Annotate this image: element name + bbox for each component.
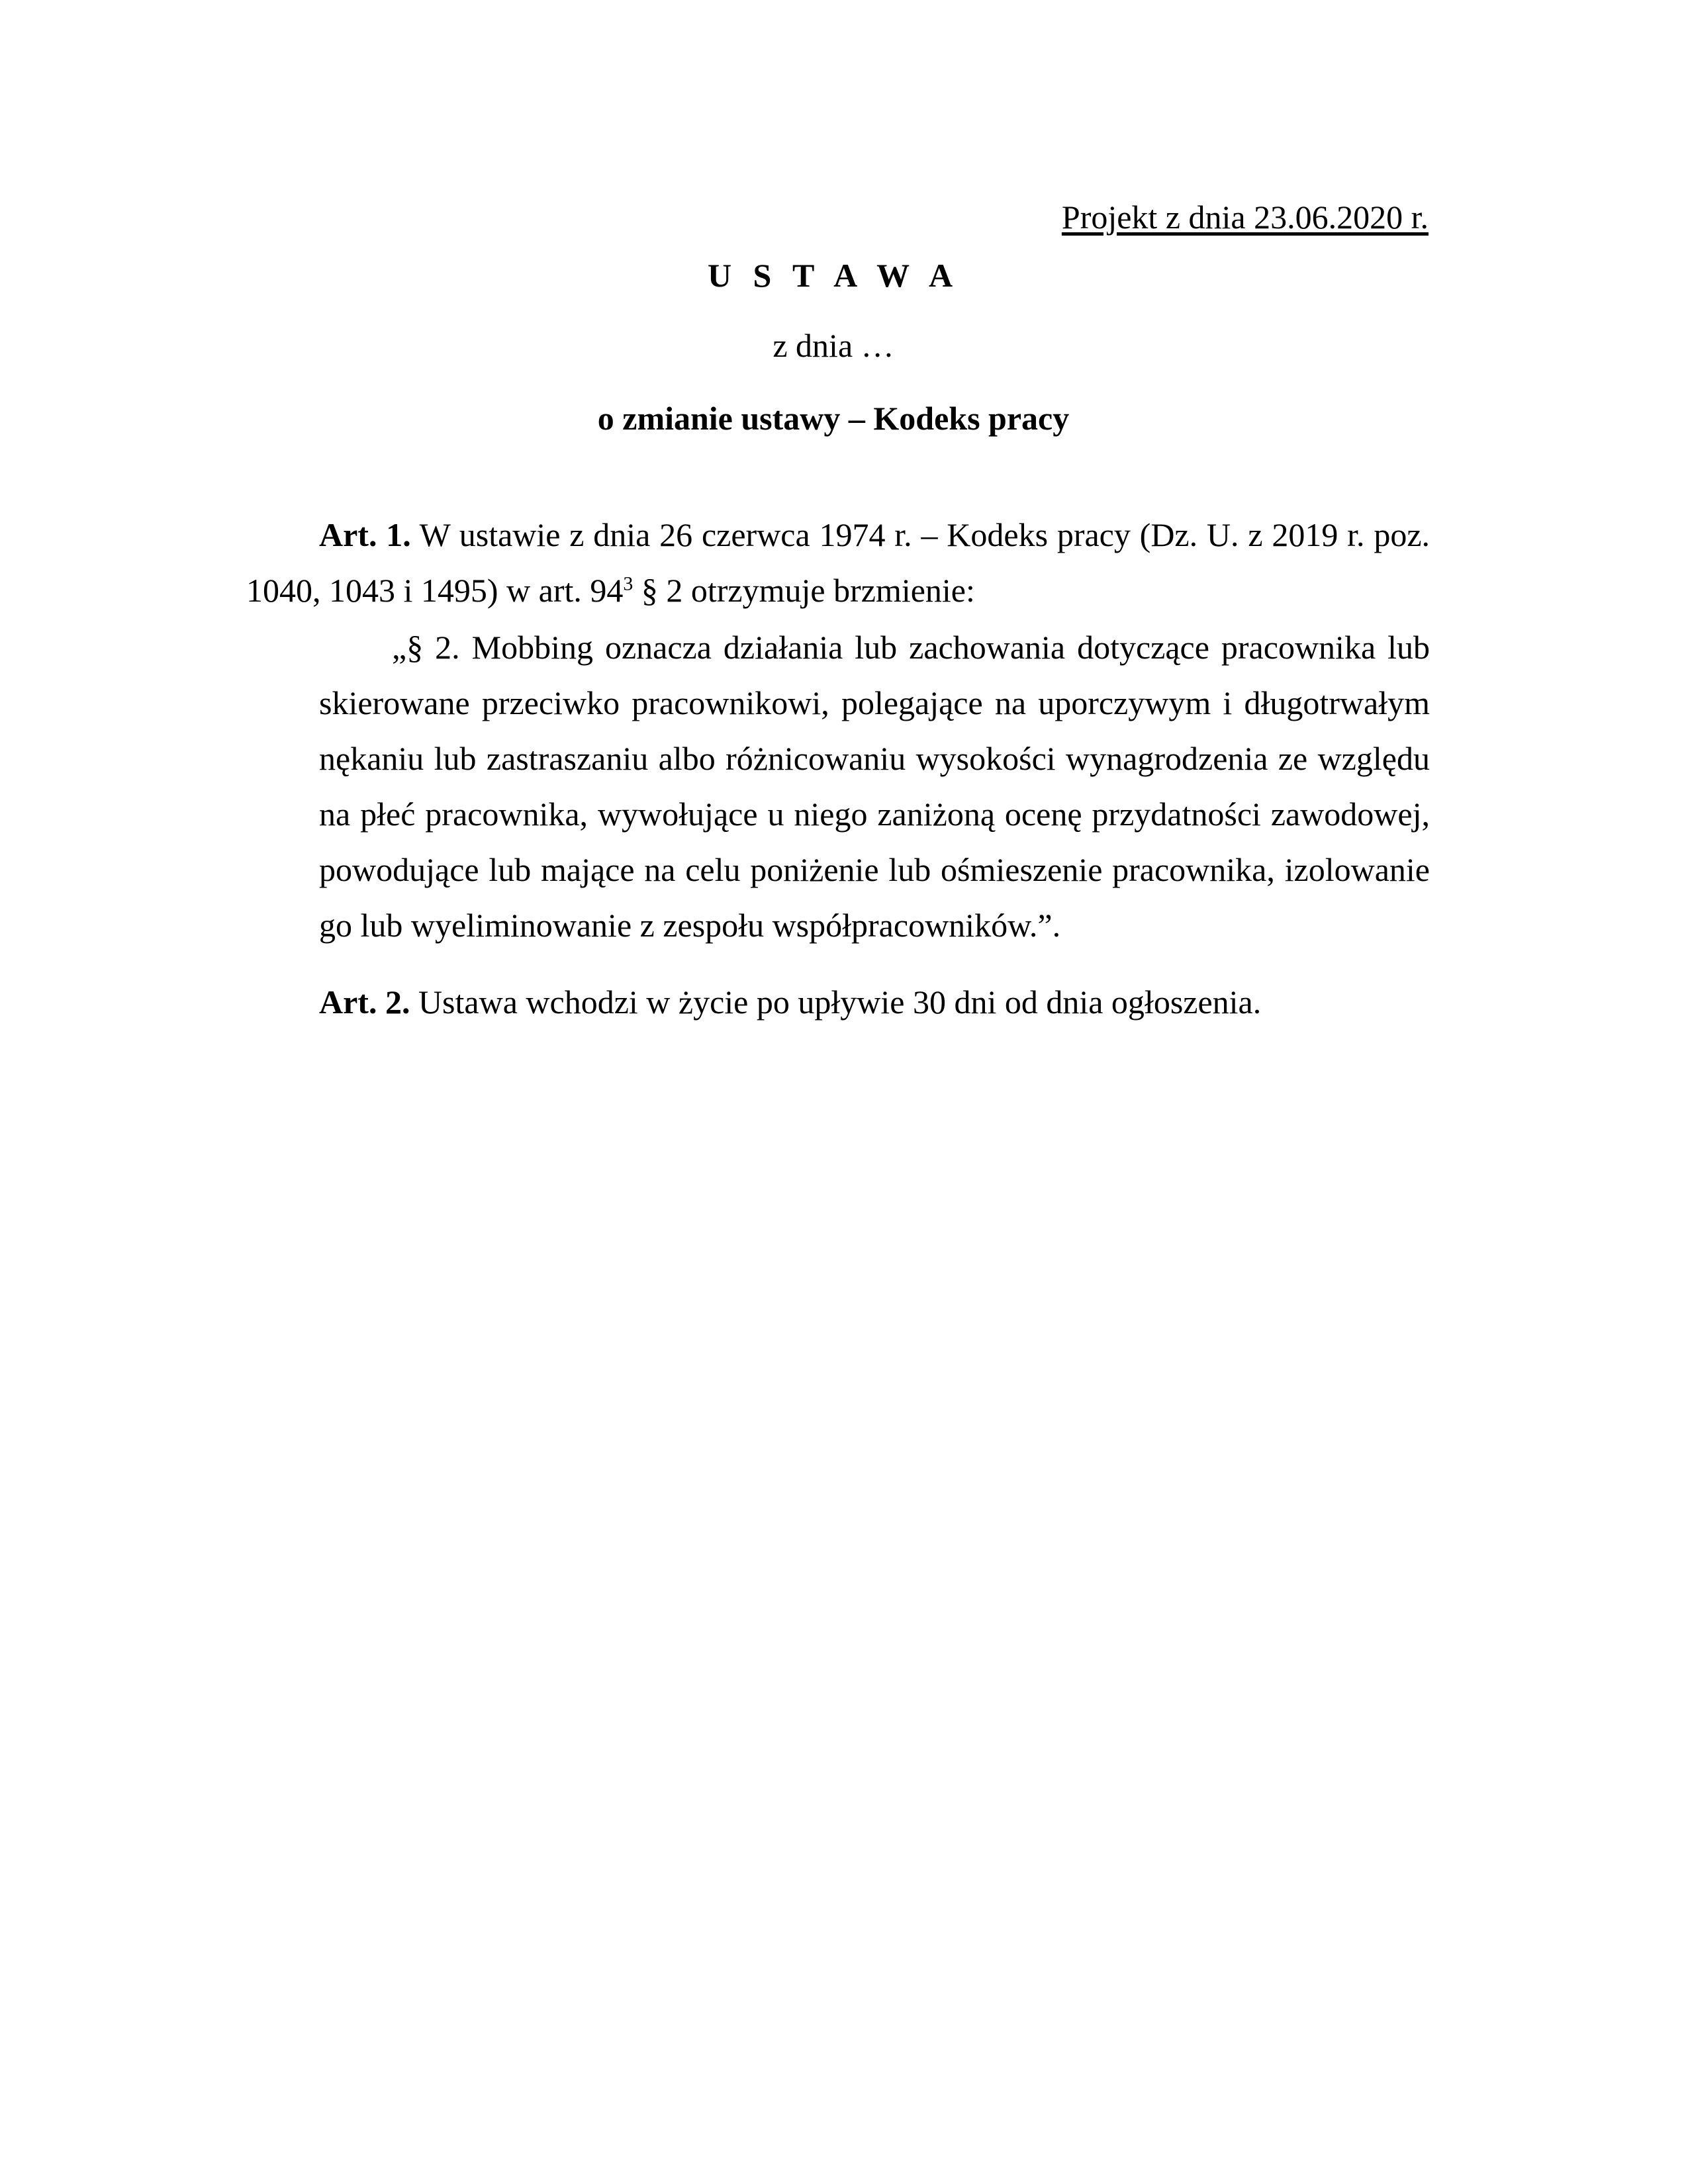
article-2: [246, 974, 1430, 1030]
article-2-label: Art. 2.: [319, 983, 410, 1021]
article-1-text: W ustawie z dnia 26 czerwca 1974 r. – Kodeks pracy (Dz. U. z 2019 r. poz. 1040, 1043 i 1495) w art. 94: [246, 516, 1430, 609]
article-2-text: Ustawa wchodzi w życie po upływie 30 dni od dnia ogłoszenia.: [418, 983, 1262, 1021]
law-title: U S T A W A: [707, 257, 960, 294]
article-number-superscript: 3: [623, 572, 633, 595]
article-1-text-tail: § 2 otrzymuje brzmienie:: [633, 572, 975, 609]
law-subject: o zmianie ustawy – Kodeks pracy: [597, 400, 1070, 437]
article-1-label: Art. 1.: [319, 516, 411, 553]
article-1: [246, 507, 1430, 618]
draft-date: Projekt z dnia 23.06.2020 r.: [1061, 199, 1429, 236]
amendment-quote: „§ 2. Mobbing oznacza działania lub zachowania dotyczące pracownika lub skierowane przeciwko pracownikowi, polegające na uporczywym i długotrwałym nękaniu lub zastraszaniu albo różnicowaniu wysokości wynagrodzenia ze względu na płeć pracownika, wywołujące u niego zaniżoną ocenę przydatności zawodowej, powodujące lub mające na celu poniżenie lub ośmieszenie pracownika, izolowanie go lub wyeliminowanie z zespołu współpracowników.”.: [319, 629, 1430, 944]
law-date: z dnia …: [773, 327, 894, 364]
